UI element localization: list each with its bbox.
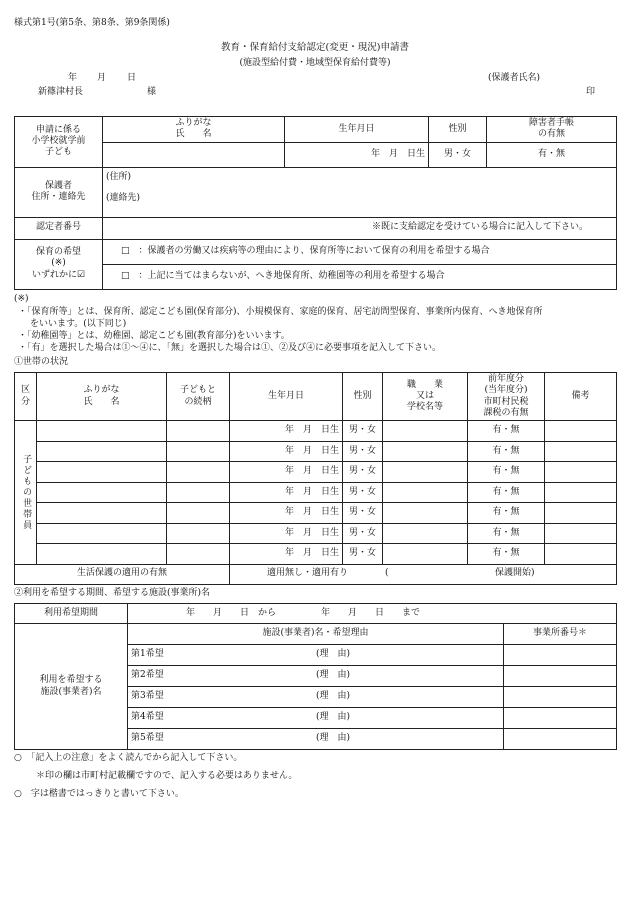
form-number: 様式第1号(第5条、第8条、第9条関係) — [14, 18, 170, 28]
col-gender: 性別 — [343, 373, 383, 421]
date-day: 日 — [127, 73, 137, 83]
choice-label: 第4希望 — [131, 712, 164, 723]
member-birth-field[interactable]: 年 月 日生 — [230, 544, 343, 565]
addressee-mayor: 新篠津村長 — [38, 87, 84, 97]
choice-reason: (理 由) — [316, 712, 351, 723]
child-gender-field[interactable]: 男・女 — [429, 142, 487, 167]
footer-note-2: ＊印の欄は市町村記載欄ですので、記入する必要はありません。 — [36, 771, 298, 781]
facility-table — [14, 603, 617, 750]
child-label: 申請に係る 小学校就学前 子ども — [15, 117, 103, 168]
member-tax-field[interactable]: 有・無 — [468, 441, 545, 462]
member-relation-field[interactable] — [167, 421, 230, 442]
member-gender-field[interactable]: 男・女 — [343, 523, 383, 544]
member-note-field[interactable] — [545, 544, 617, 565]
household-table — [14, 372, 617, 585]
welfare-value[interactable]: 適用無し・適用有り — [266, 568, 348, 579]
choice-label: 第2希望 — [131, 670, 164, 681]
guardian-label: 保護者 住所・連絡先 — [15, 167, 103, 217]
choice-reason: (理 由) — [316, 733, 351, 744]
member-tax-field[interactable]: 有・無 — [468, 544, 545, 565]
table-row — [15, 421, 617, 442]
household-group-label: 子どもの世帯員 — [15, 421, 37, 565]
member-gender-field[interactable]: 男・女 — [343, 544, 383, 565]
facility-label: 利用を希望する 施設(事業者)名 — [15, 624, 128, 750]
member-relation-field[interactable] — [167, 482, 230, 503]
choice-1-field[interactable] — [128, 645, 504, 666]
child-name-field[interactable] — [103, 142, 285, 167]
table-row — [15, 503, 617, 524]
choice-5-field[interactable] — [128, 729, 504, 750]
member-job-field[interactable] — [383, 421, 468, 442]
member-relation-field[interactable] — [167, 462, 230, 483]
member-note-field[interactable] — [545, 441, 617, 462]
member-name-field[interactable] — [37, 544, 167, 565]
table-row — [15, 462, 617, 483]
period-label: 利用希望期間 — [15, 604, 128, 624]
child-birth-field[interactable]: 年 月 日生 — [285, 142, 429, 167]
member-birth-field[interactable]: 年 月 日生 — [230, 523, 343, 544]
member-name-field[interactable] — [37, 441, 167, 462]
member-gender-field[interactable]: 男・女 — [343, 421, 383, 442]
welfare-start: 保護開始) — [495, 568, 535, 579]
member-gender-field[interactable]: 男・女 — [343, 482, 383, 503]
member-birth-field[interactable]: 年 月 日生 — [230, 421, 343, 442]
member-name-field[interactable] — [37, 421, 167, 442]
member-gender-field[interactable]: 男・女 — [343, 462, 383, 483]
choice-label: 第5希望 — [131, 733, 164, 744]
form-title: 教育・保育給付支給認定(変更・現況)申請書 — [221, 42, 409, 53]
member-birth-field[interactable]: 年 月 日生 — [230, 441, 343, 462]
welfare-field[interactable] — [230, 564, 617, 584]
member-relation-field[interactable] — [167, 441, 230, 462]
member-note-field[interactable] — [545, 482, 617, 503]
col-relation: 子どもと の続柄 — [167, 373, 230, 421]
member-relation-field[interactable] — [167, 544, 230, 565]
member-tax-field[interactable]: 有・無 — [468, 421, 545, 442]
household-section-title: ①世帯の状況 — [14, 357, 69, 367]
member-job-field[interactable] — [383, 462, 468, 483]
period-field[interactable]: 年 月 日 から 年 月 日 まで — [128, 604, 617, 624]
choice-reason: (理 由) — [316, 670, 351, 681]
member-job-field[interactable] — [383, 544, 468, 565]
cert-number-field[interactable]: ※既に支給認定を受けている場合に記入して下さい。 — [103, 217, 617, 239]
wish-option-1[interactable]: □ ：保護者の労働又は疾病等の理由により、保育所等において保育の利用を希望する場合 — [103, 239, 617, 264]
choice-2-field[interactable] — [128, 666, 504, 687]
choice-reason: (理 由) — [316, 649, 351, 660]
col-name: ふりがな 氏 名 — [37, 373, 167, 421]
member-name-field[interactable] — [37, 462, 167, 483]
child-disability-field[interactable]: 有・無 — [487, 142, 617, 167]
member-name-field[interactable] — [37, 503, 167, 524]
member-job-field[interactable] — [383, 523, 468, 544]
choice-label: 第1希望 — [131, 649, 164, 660]
member-note-field[interactable] — [545, 462, 617, 483]
member-name-field[interactable] — [37, 523, 167, 544]
child-birth-header: 生年月日 — [285, 117, 429, 143]
member-birth-field[interactable]: 年 月 日生 — [230, 462, 343, 483]
col-tax: 前年度分 (当年度分) 市町村民税 課税の有無 — [468, 373, 545, 421]
note-1: ・「保育所等」とは、保育所、認定こども園(保育部分)、小規模保育、家庭的保育、居宅訪問型保育、事業所内保育、へき地保育所 — [18, 307, 543, 317]
facility-name-header: 施設(事業者)名・希望理由 — [128, 624, 504, 645]
date-year: 年 — [68, 73, 78, 83]
member-gender-field[interactable]: 男・女 — [343, 441, 383, 462]
col-job: 職 業 又は 学校名等 — [383, 373, 468, 421]
welfare-label: 生活保護の適用の有無 — [15, 564, 230, 584]
choice-4-field[interactable] — [128, 708, 504, 729]
footer-note-1: ○ 「記入上の注意」をよく読んでから記入して下さい。 — [14, 753, 243, 763]
note-3: ・「有」を選択した場合は①～④に、「無」を選択した場合は①、②及び④に必要事項を記入して下さい。 — [18, 343, 442, 353]
seal-mark: 印 — [586, 87, 596, 97]
choice-3-field[interactable] — [128, 687, 504, 708]
member-note-field[interactable] — [545, 421, 617, 442]
cert-number-label: 認定者番号 — [15, 217, 103, 239]
col-kubun: 区 分 — [15, 373, 37, 421]
member-job-field[interactable] — [383, 503, 468, 524]
choice-reason: (理 由) — [316, 691, 351, 702]
member-relation-field[interactable] — [167, 503, 230, 524]
member-birth-field[interactable]: 年 月 日生 — [230, 482, 343, 503]
member-note-field[interactable] — [545, 503, 617, 524]
applicant-table — [14, 116, 617, 290]
member-tax-field[interactable]: 有・無 — [468, 482, 545, 503]
footer-note-3: ○ 字は楷書ではっきりと書いて下さい。 — [14, 789, 184, 799]
welfare-paren: ( — [385, 568, 389, 579]
member-relation-field[interactable] — [167, 523, 230, 544]
facility-number-field[interactable] — [504, 666, 617, 687]
member-tax-field[interactable]: 有・無 — [468, 523, 545, 544]
choice-label: 第3希望 — [131, 691, 164, 702]
member-name-field[interactable] — [37, 482, 167, 503]
member-birth-field[interactable]: 年 月 日生 — [230, 503, 343, 524]
member-job-field[interactable] — [383, 441, 468, 462]
table-row — [15, 482, 617, 503]
facility-number-field[interactable] — [504, 729, 617, 750]
addressee-sama: 様 — [147, 87, 157, 97]
child-name-header: ふりがな 氏 名 — [103, 117, 285, 143]
member-tax-field[interactable]: 有・無 — [468, 503, 545, 524]
wish-option-2[interactable]: □ ：上記に当てはまらないが、へき地保育所、幼稚園等の利用を希望する場合 — [103, 264, 617, 289]
facility-number-field[interactable] — [504, 687, 617, 708]
col-birth: 生年月日 — [230, 373, 343, 421]
form-subtitle: (施設型給付費・地域型保育給付費等) — [239, 58, 391, 68]
member-job-field[interactable] — [383, 482, 468, 503]
wish-label: 保育の希望 (※) いずれかに☑ — [15, 239, 103, 289]
member-note-field[interactable] — [545, 523, 617, 544]
child-gender-header: 性別 — [429, 117, 487, 143]
notes-head: (※) — [14, 294, 29, 304]
table-row — [15, 523, 617, 544]
date-month: 月 — [97, 73, 107, 83]
note-1-cont: をいいます。(以下同じ) — [30, 319, 127, 329]
note-2: ・「幼稚園等」とは、幼稚園、認定こども園(教育部分)をいいます。 — [18, 331, 290, 341]
guardian-name-label: (保護者氏名) — [488, 73, 541, 83]
facility-section-title: ②利用を希望する期間、希望する施設(事業所)名 — [14, 588, 211, 598]
child-disability-header: 障害者手帳 の有無 — [487, 117, 617, 143]
member-gender-field[interactable]: 男・女 — [343, 503, 383, 524]
table-row — [15, 441, 617, 462]
guardian-address-field[interactable]: (住所) (連絡先) — [103, 167, 617, 217]
member-tax-field[interactable]: 有・無 — [468, 462, 545, 483]
col-note: 備考 — [545, 373, 617, 421]
facility-number-header: 事業所番号＊ — [504, 624, 617, 645]
facility-number-field[interactable] — [504, 708, 617, 729]
table-row — [15, 544, 617, 565]
facility-number-field[interactable] — [504, 645, 617, 666]
